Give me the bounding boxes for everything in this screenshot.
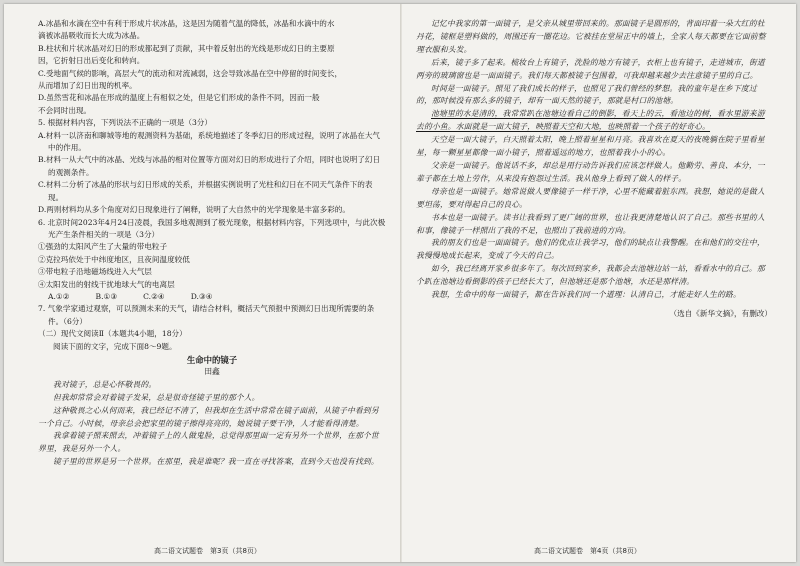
option-c: C.②④	[143, 291, 165, 301]
statement-item: ④太阳发出的射线干扰地球大气的电离层	[38, 279, 175, 289]
text-line: 不会同时出现。	[38, 105, 92, 115]
left-page	[38, 18, 386, 538]
option-b: B.材料一从大气中的冰晶、光线与冰晶的相对位置等方面对幻日的形成进行了介绍，同时也说明了幻日的观测条件。	[38, 155, 381, 177]
option-d: D.③④	[190, 291, 213, 301]
text-line: 因，它折射日出后变化和转向。	[38, 56, 145, 66]
paragraph: 我对镜子，总是心怀敬畏的。	[53, 379, 157, 389]
paragraph: 我拿着镜子照来照去，冲着镜子上的人做鬼脸，总觉得那里面一定有另外一个世界，在那个世界里，我是另外一个人。	[38, 431, 379, 454]
choice-row	[38, 291, 386, 303]
article-author: 田鑫	[204, 367, 220, 377]
text-line: C.受地面气候的影响，高层大气的流动和对流减弱，这会导致冰晶在空中停留的时间变长，	[38, 68, 343, 78]
paragraph: 父亲是一面镜子。他说话不多，却总是用行动告诉我们应该怎样做人。他勤劳、善良、本分，一辈子都在土地上劳作，从来没有抱怨过生活。我从他身上看到了做人的样子。	[416, 160, 765, 183]
option-c: C.材料二分析了冰晶的形状与幻日形成的关系，并根据实例说明了光柱和幻日在不同天气条件下的表现。	[38, 180, 373, 202]
article-body-right	[416, 18, 772, 302]
text-line: A.冰晶和水滴在空中有利于形成片状冰晶，这是因为随着气温的降低，冰晶和水滴中的水	[38, 19, 335, 28]
option-d: D.两则材料均从多个角度对幻日现象进行了阐释，说明了大自然中的光学现象是丰富多彩的。	[38, 205, 350, 215]
scanned-exam-sheet	[4, 4, 796, 562]
paragraph-underlined: 池塘里的水是清的，我常常趴在池塘边看自己的倒影，看天上的云，看池边的树，看水里游来游去的小鱼。水面就是一面大镜子，映照着天空和大地，也映照着一个孩子的好奇心。	[416, 109, 765, 132]
paragraph: 我想，生命中的每一面镜子，都在告诉我们同一个道理：认清自己，才能走好人生的路。	[431, 290, 741, 300]
paragraph: 后来，镜子多了起来。梳妆台上有镜子，洗脸的地方有镜子，衣柜上也有镜子，走进城市，街道两旁的玻璃窗也是一面面镜子。我们每天都被镜子包围着，可我却越来越少去注意镜子里的自己。	[416, 57, 765, 80]
question-stem: 5. 根据材料内容，下列说法不正确的一项是（3分）	[38, 118, 212, 128]
question-7	[38, 303, 386, 328]
question-stem: 7. 气象学家通过观察，可以预测未来的天气，请结合材料，概括天气预报中预测幻日出现所需要的条件。（6分）	[38, 304, 375, 326]
question-6	[38, 217, 386, 304]
paragraph: 书本也是一面镜子。读书让我看到了更广阔的世界，也让我更清楚地认识了自己。那些书里的人和事，像镜子一样照出了我的不足，也照出了我前进的方向。	[416, 212, 765, 235]
paragraph: 时间是一面镜子。照见了我们成长的样子，也照见了我们曾经的梦想。我的童年是在乡下度过的，那时候没有那么多的镜子，却有一面天然的镜子，那就是村口的池塘。	[416, 83, 757, 106]
text-line: 滴被冰晶吸收而长大成为冰晶。	[38, 31, 145, 41]
paragraph: 这种敬畏之心从何而来，我已经记不清了，但我却在生活中常常在镜子面前，从镜子中看到另一个自己。小时候，母亲总会把家里的镜子擦得亮亮的，她说镜子要干净，人才能看得清楚。	[38, 405, 379, 428]
option-b: B.①③	[95, 291, 118, 301]
text-line: B.柱状和片状冰晶对幻日的形成都起到了贡献，其中着反射出的光线是形成幻日的主要原	[38, 43, 335, 53]
paragraph: 但我却常常会对着镜子发呆，总是很奇怪镜子里的那个人。	[53, 392, 260, 402]
paragraph: 母亲也是一面镜子。她常说做人要像镜子一样干净，心里不能藏着脏东西。我想，她说的是做人要坦荡，要对得起自己的良心。	[416, 186, 765, 209]
question-4-options	[38, 18, 386, 117]
paragraph: 记忆中我家的第一面镜子，是父亲从城里带回来的。那面镜子是圆形的，背面印着一朵大红的牡丹花，镜框是塑料做的，周围还有一圈花边。它被挂在堂屋正中的墙上，全家人每天都要在它面前整理衣服和头发。	[416, 19, 766, 54]
statement-item: ③带电粒子沿地磁场线进入大气层	[38, 267, 152, 277]
page-footer-right: 高二语文试题卷 第4页（共8页）	[534, 547, 641, 555]
statement-item: ②克拉玛依处于中纬度地区，且夜间温度较低	[38, 254, 190, 264]
paragraph: 如今，我已经离开家乡很多年了。每次回到家乡，我都会去池塘边站一站，看看水中的自己。那个趴在池塘边看倒影的孩子已经长大了，但池塘还是那个池塘，水还是那样清。	[416, 264, 765, 287]
paragraph: 天空是一面大镜子，白天照着太阳，晚上照着星星和月亮。我喜欢在夏天的夜晚躺在院子里看星星，每一颗星星都像一面小镜子，照着遥远的地方，也照着我小小的心。	[416, 135, 765, 158]
option-a: A.①②	[48, 291, 70, 301]
text-line: 从而增加了幻日出现的机率。	[38, 81, 137, 91]
page-gutter	[400, 4, 402, 562]
article-body-left	[38, 379, 386, 469]
text-line: D.虽然雪花和冰晶在形成的温度上有相似之处，但是它们形成的条件不同，因而一般	[38, 93, 320, 103]
page-footer-left: 高二语文试题卷 第3页（共8页）	[154, 547, 261, 555]
article-title: 生命中的镜子	[186, 354, 238, 365]
option-a: A.材料一以济南和聊城等地的观测资料为基础，系统地描述了冬季幻日的形成过程，说明了冰晶在大气中的作用。	[38, 130, 381, 153]
article-source: （选自《新华文摘》，有删改）	[669, 308, 772, 318]
right-page	[416, 18, 772, 538]
paragraph: 镜子里的世界是另一个世界。在那里，我是谁呢？我一直在寻找答案，直到今天也没有找到。	[53, 457, 379, 467]
section-heading: （二）现代文阅读Ⅱ（本题共4小题，18分）	[38, 329, 187, 339]
question-5	[38, 117, 386, 216]
paragraph: 我的朋友们也是一面面镜子。他们的优点让我学习，他们的缺点让我警醒。在和他们的交往中，我慢慢地成长起来，变成了今天的自己。	[416, 238, 765, 261]
reading-instruction: 阅读下面的文字，完成下面8～9题。	[53, 341, 177, 351]
statement-item: ①强劲的太阳风产生了大量的带电粒子	[38, 242, 168, 252]
question-stem: 6. 北京时间2023年4月24日凌晨，我国多地观测到了极光现象，根据材料内容，下列选项中，与此次极光产生条件相关的一项是（3分）	[38, 217, 386, 239]
